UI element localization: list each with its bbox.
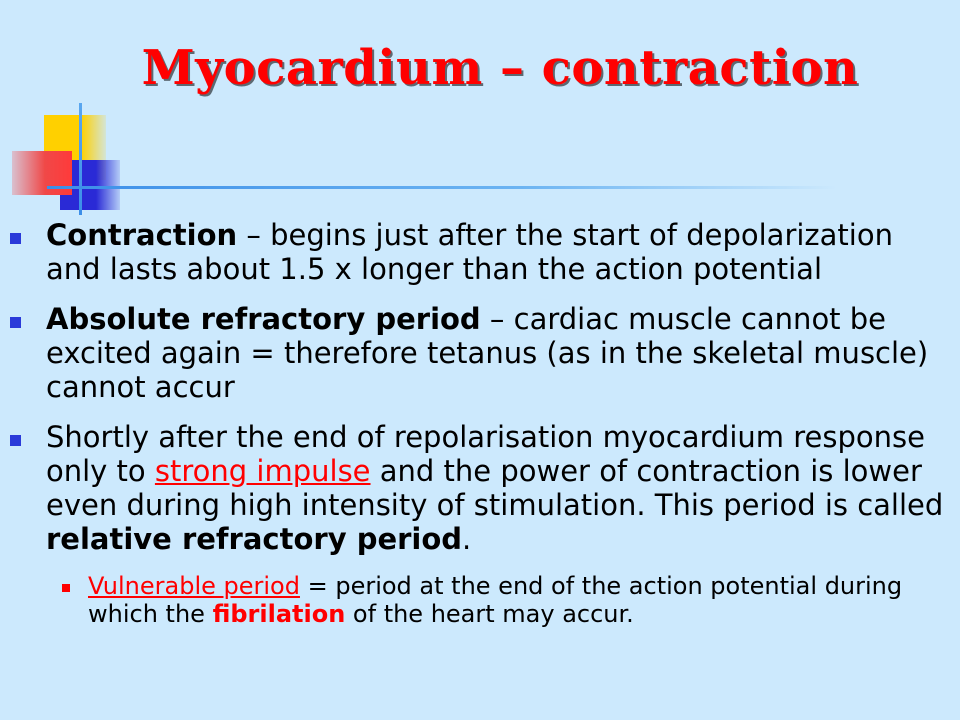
bullet-text-pre: Shortly after the end of repolarisation myocardium response only to: [46, 420, 925, 488]
bullet-text-post: .: [462, 522, 472, 556]
term-relative-refractory: relative refractory period: [46, 522, 463, 556]
slide-title: Myocardium – contraction: [141, 40, 859, 96]
bullet-square-icon: [10, 435, 21, 446]
decor-vertical-line: [79, 103, 82, 215]
subbullet-vulnerable-period: [10, 572, 950, 628]
link-strong-impulse[interactable]: strong impulse: [154, 454, 371, 488]
link-vulnerable-period[interactable]: Vulnerable period: [88, 572, 300, 600]
bullet-square-icon: [10, 317, 21, 328]
bullet-text: – begins just after the start of depolarization and lasts about 1.5 x longer than the action potential: [46, 218, 893, 286]
decor-horizontal-line: [47, 186, 837, 189]
bullet-contraction: [10, 218, 950, 286]
term-fibrilation: fibrilation: [212, 600, 346, 628]
bullet-text-mid: and the power of contraction is lower even during high intensity of stimulation. This period is called: [46, 454, 944, 522]
bullet-text: – cardiac muscle cannot be excited again = therefore tetanus (as in the skeletal muscle) cannot accur: [46, 302, 929, 404]
bullet-absolute-refractory: [10, 302, 950, 404]
sub-text-post: of the heart may accur.: [345, 600, 634, 628]
term-absolute-refractory: Absolute refractory period: [46, 302, 481, 336]
content: [10, 218, 950, 628]
sub-bullet-square-icon: [62, 584, 70, 592]
sub-text-mid: = period at the end of the action potential during which the: [88, 572, 903, 628]
term-contraction: Contraction: [46, 218, 238, 252]
bullet-square-icon: [10, 233, 21, 244]
bullet-relative-refractory: [10, 420, 950, 556]
